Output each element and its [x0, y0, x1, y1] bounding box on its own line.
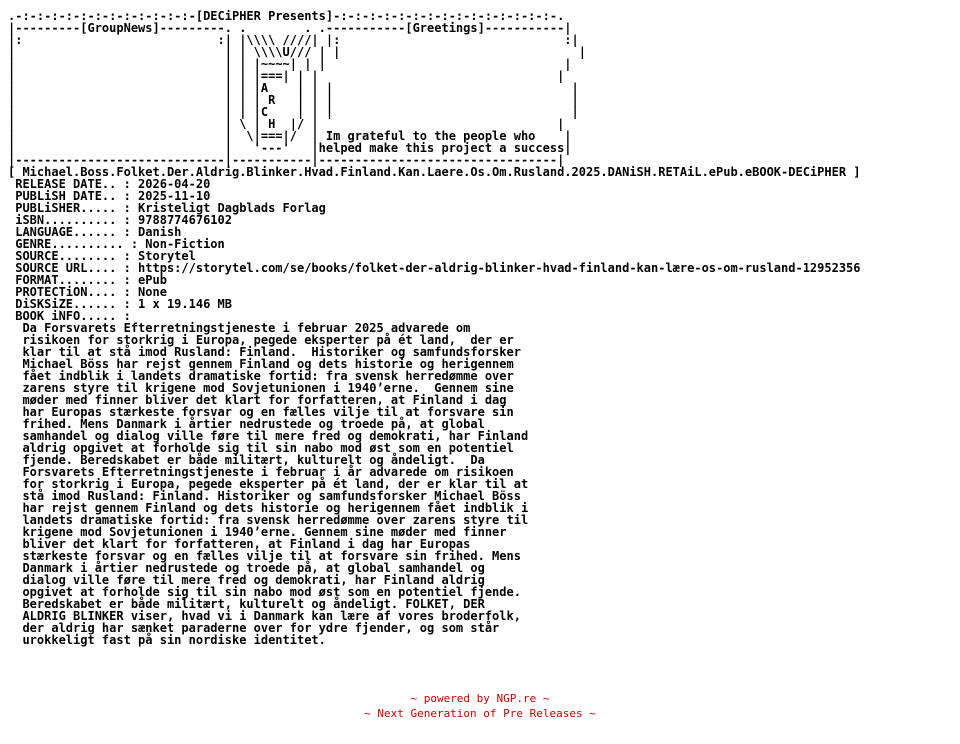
- book-info-line: Forsvarets Efterretningstjeneste i februar i år advarede om risikoen: [8, 465, 514, 479]
- ascii-art-0: .-:-:-:-:-:-:-:-:-:-:-:-:-[DECiPHER Presents]-:-:-:-:-:-:-:-:-:-:-:-:-:-:-:-.: [8, 9, 565, 23]
- book-info-line: Michael Böss har rejst gennem Finland og dets historie og herigennem: [8, 357, 514, 371]
- book-info-line: stå imod Rusland: Finland. Historiker og samfundsforsker Michael Böss: [8, 489, 521, 503]
- book-info-line: risikoen for storkrig i Europa, pegede eksperter på ét land, der er: [8, 333, 514, 347]
- ascii-art-9: | | \ | H |/ | |: [8, 117, 565, 131]
- book-info-line: møder med finner bliver det klart for forfatteren, at Finland i dag: [8, 393, 507, 407]
- book-info-line: har Europas stærkeste forsvar og en fælles vilje til at forsvare sin: [8, 405, 514, 419]
- nfo-text: [8, 10, 861, 646]
- field-isbn: iSBN.......... : 9788774676102: [8, 213, 232, 227]
- ascii-art-2: |: :| |\\\\ ////| |: :|: [8, 33, 579, 47]
- ascii-art-7: | | | | R | | | |: [8, 93, 579, 107]
- book-info-line: dialog ville føre til mere fred og demokrati, har Finland aldrig: [8, 573, 485, 587]
- ascii-art-1: |---------[GroupNews]---------. . . .-----------[Greetings]-----------|: [8, 21, 572, 35]
- book-info-line: zarens styre til krigene mod Sovjetunionen i 1940’erne. Gennem sine: [8, 381, 514, 395]
- field-release-date: RELEASE DATE.. : 2026-04-20: [8, 177, 211, 191]
- book-info-line: Beredskabet er både militært, kulturelt og åndeligt. FOLKET, DER: [8, 597, 485, 611]
- field-disksize: DiSKSiZE...... : 1 x 19.146 MB: [8, 297, 232, 311]
- field-source-url: SOURCE URL.... : https://storytel.com/se/books/folket-der-aldrig-blinker-hvad-finland-kan-lære-os-om-rusland-12952356: [8, 261, 861, 275]
- field-publisher: PUBLiSHER..... : Kristeligt Dagblads Forlag: [8, 201, 326, 215]
- field-genre: GENRE.......... : Non-Fiction: [8, 237, 225, 251]
- book-info-line: frihed. Mens Danmark i årtier nedrustede og troede på, at global: [8, 417, 485, 431]
- book-info-line: har rejst gennem Finland og dets historie og herigennem fået indblik i: [8, 501, 529, 515]
- release-title: [ Michael.Boss.Folket.Der.Aldrig.Blinker.Hvad.Finland.Kan.Laere.Os.Om.Rusland.2025.DANiSH.RETAiL.ePub.eBOOK-DECiPHER ]: [8, 165, 861, 179]
- book-info-line: urokkeligt fast på sin nordiske identitet.: [8, 633, 326, 647]
- field-book-info: BOOK iNFO..... :: [8, 309, 131, 323]
- ascii-art-11: | | '---' |helped make this project a success|: [8, 141, 572, 155]
- book-info-line: landets dramatiske fortid: fra svensk herredømme over zarens styre til: [8, 513, 529, 527]
- ascii-art-6: | | | |A | | | |: [8, 81, 579, 95]
- footer-powered-by: ~ powered by NGP.re ~: [410, 692, 550, 705]
- field-source: SOURCE........ : Storytel: [8, 249, 196, 263]
- field-language: LANGUAGE...... : Danish: [8, 225, 182, 239]
- ascii-art-8: | | | |C | | | |: [8, 105, 579, 119]
- book-info-line: samhandel og dialog ville føre til mere fred og demokrati, har Finland: [8, 429, 529, 443]
- book-info-line: ALDRIG BLINKER viser, hvad vi i Danmark kan lære af vores broderfolk,: [8, 609, 521, 623]
- book-info-line: stærkeste forsvar og en fælles vilje til at forsvare sin frihed. Mens: [8, 549, 521, 563]
- book-info-line: Danmark i årtier nedrustede og troede på, at global samhandel og: [8, 561, 485, 575]
- book-info-line: opgivet at forholde sig til sin nabo mod øst som en potentiel fjende.: [8, 585, 521, 599]
- ascii-art-4: | | | |~~~~| | | |: [8, 57, 572, 71]
- book-info-line: fjende. Beredskabet er både militært, kulturelt og åndeligt. Da: [8, 453, 485, 467]
- book-info-line: fået indblik i landets dramatiske fortid: fra svensk herredømme over: [8, 369, 514, 383]
- footer-tagline: ~ Next Generation of Pre Releases ~: [364, 707, 596, 720]
- field-format: FORMAT........ : ePub: [8, 273, 167, 287]
- book-info-line: krigene mod Sovjetunionen i 1940’erne. Gennem sine møder med finner: [8, 525, 507, 539]
- ascii-art-3: | | | \\\\U/// | | |: [8, 45, 586, 59]
- field-publish-date: PUBLiSH DATE.. : 2025-11-10: [8, 189, 211, 203]
- field-protection: PROTECTiON.... : None: [8, 285, 167, 299]
- ascii-art-10: | | \|===|/ | Im grateful to the people who |: [8, 129, 572, 143]
- book-info-line: aldrig opgivet at forholde sig til sin nabo mod øst som en potentiel: [8, 441, 514, 455]
- book-info-line: klar til at stå imod Rusland: Finland. Historiker og samfundsforsker: [8, 345, 521, 359]
- book-info-line: der aldrig har sænket paraderne over for ydre fjender, og som står: [8, 621, 500, 635]
- ascii-art-5: | | | |===| | | |: [8, 69, 565, 83]
- book-info-line: bliver det klart for forfatteren, at Finland i dag har Europas: [8, 537, 471, 551]
- book-info-line: Da Forsvarets Efterretningstjeneste i februar 2025 advarede om: [8, 321, 471, 335]
- ascii-art-12: |-----------------------------|-----------|---------------------------------|: [8, 153, 565, 167]
- book-info-line: for storkrig i Europa, pegede eksperter på ét land, der er klar til at: [8, 477, 529, 491]
